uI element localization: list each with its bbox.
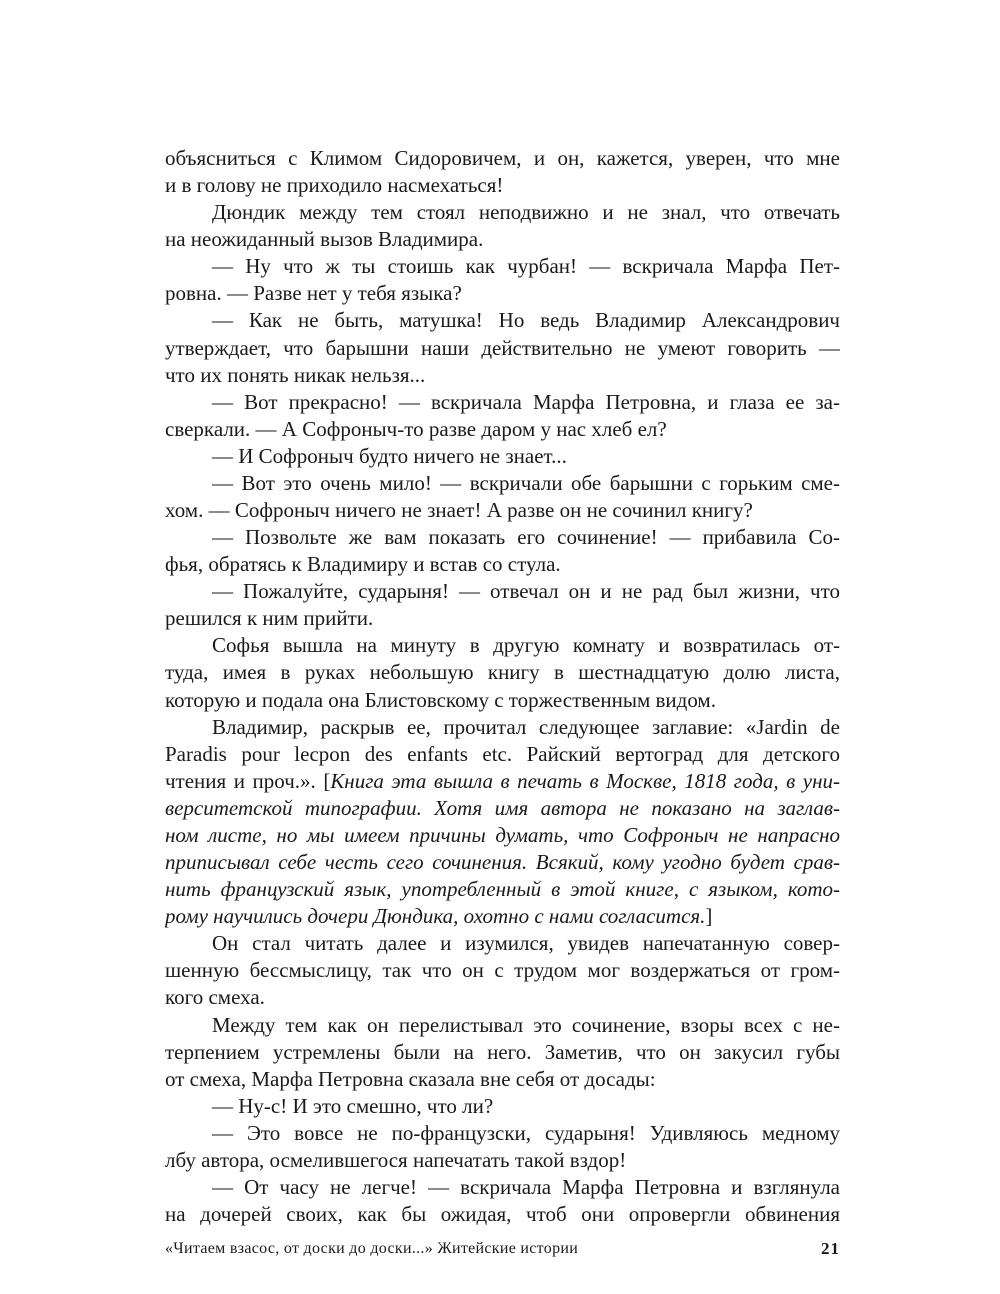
text-line: на дочерей своих, как бы ожидая, чтоб они опровергли обвинения xyxy=(165,1202,840,1227)
page-number: 21 xyxy=(821,1239,840,1258)
text-line: Paradis pour lecpon des enfants etc. Райский вертоград для детского xyxy=(165,741,840,766)
text-line: и в голову не приходило насмехаться! xyxy=(165,173,504,198)
running-title: «Читаем взасос, от доски до доски...» Житейские истории xyxy=(165,1240,579,1257)
footnote-line-italic: ном листе, но мы имеем причины думать, что Софроныч не напрасно xyxy=(165,822,840,847)
footnote-text-italic: Книга эта вышла в печать в Москве, 1818 года, в уни- xyxy=(330,768,840,793)
text-line: объясниться с Климом Сидоровичем, и он, кажется, уверен, что мне xyxy=(165,146,840,170)
bracket-close: ] xyxy=(705,904,713,929)
text-line: шенную бессмыслицу, так что он с трудом мог воздержаться от гром- xyxy=(165,958,840,983)
text-line: Он стал читать далее и изумился, увидев напечатанную совер- xyxy=(212,931,840,956)
text-line: — И Софроныч будто ничего не знает... xyxy=(212,443,567,468)
text-segment: чтения и проч.». [ xyxy=(165,768,331,793)
text-line: — Ну-с! И это смешно, что ли? xyxy=(212,1093,494,1118)
text-line: — Вот прекрасно! — вскричала Марфа Петровна, и глаза ее за- xyxy=(212,389,840,414)
footnote-line-italic: нить французский язык, употребленный в этой книге, с языком, кото- xyxy=(165,877,840,902)
text-line: решился к ним прийти. xyxy=(165,606,374,631)
text-line: Софья вышла на минуту в другую комнату и возвратилась от- xyxy=(212,633,840,658)
text-line: сверкали. — А Софроныч-то разве даром у нас хлеб ел? xyxy=(165,416,667,441)
text-line: — Пожалуйте, сударыня! — отвечал он и не рад был жизни, что xyxy=(212,579,840,604)
footnote-text-italic: рому научились дочери Дюндика, охотно с нами согласится. xyxy=(165,904,706,929)
text-line: фья, обратясь к Владимиру и встав со стула. xyxy=(165,552,561,577)
text-line: кого смеха. xyxy=(165,985,265,1010)
text-line: Между тем как он перелистывал это сочинение, взоры всех с не- xyxy=(212,1012,840,1037)
text-line: лбу автора, осмелившегося напечатать такой вздор! xyxy=(165,1147,627,1172)
text-line-mixed xyxy=(165,768,840,795)
body-text xyxy=(165,145,840,1228)
text-line: туда, имея в руках небольшую книгу в шестнадцатую долю листа, xyxy=(165,660,840,685)
text-line: — Позвольте же вам показать его сочинение! — прибавила Со- xyxy=(212,525,840,550)
text-line: что их понять никак нельзя... xyxy=(165,362,426,387)
text-line: терпением устремлены были на него. Заметив, что он закусил губы xyxy=(165,1039,840,1064)
page-footer xyxy=(165,1237,840,1261)
text-line: которую и подала она Блистовскому с торжественным видом. xyxy=(165,687,716,712)
text-line: на неожиданный вызов Владимира. xyxy=(165,227,484,252)
text-line: — Это вовсе не по-французски, сударыня! Удивляюсь медному xyxy=(212,1120,840,1145)
text-line: Владимир, раскрыв ее, прочитал следующее заглавие: «Jardin de xyxy=(212,714,840,739)
text-line: хом. — Софроныч ничего не знает! А разве он не сочинил книгу? xyxy=(165,498,753,523)
text-line: — От часу не легче! — вскричала Марфа Петровна и взглянула xyxy=(212,1174,840,1199)
footnote-line-italic: приписывал себе честь сего сочинения. Всякий, кому угодно будет срав- xyxy=(165,850,840,875)
footnote-line-italic: верситетской типографии. Хотя имя автора не показано на заглав- xyxy=(165,795,840,820)
text-line: — Как не быть, матушка! Но ведь Владимир Александрович xyxy=(212,308,840,333)
text-line-mixed xyxy=(165,903,840,930)
text-line: ровна. — Разве нет у тебя языка? xyxy=(165,281,462,306)
text-line: утверждает, что барышни наши действительно не умеют говорить — xyxy=(165,335,840,360)
text-line: Дюндик между тем стоял неподвижно и не знал, что отвечать xyxy=(212,200,840,225)
text-line: — Вот это очень мило! — вскричали обе барышни с горьким сме- xyxy=(212,470,840,495)
text-line: от смеха, Марфа Петровна сказала вне себя от досады: xyxy=(165,1066,656,1091)
text-line: — Ну что ж ты стоишь как чурбан! — вскричала Марфа Пет- xyxy=(212,254,840,279)
